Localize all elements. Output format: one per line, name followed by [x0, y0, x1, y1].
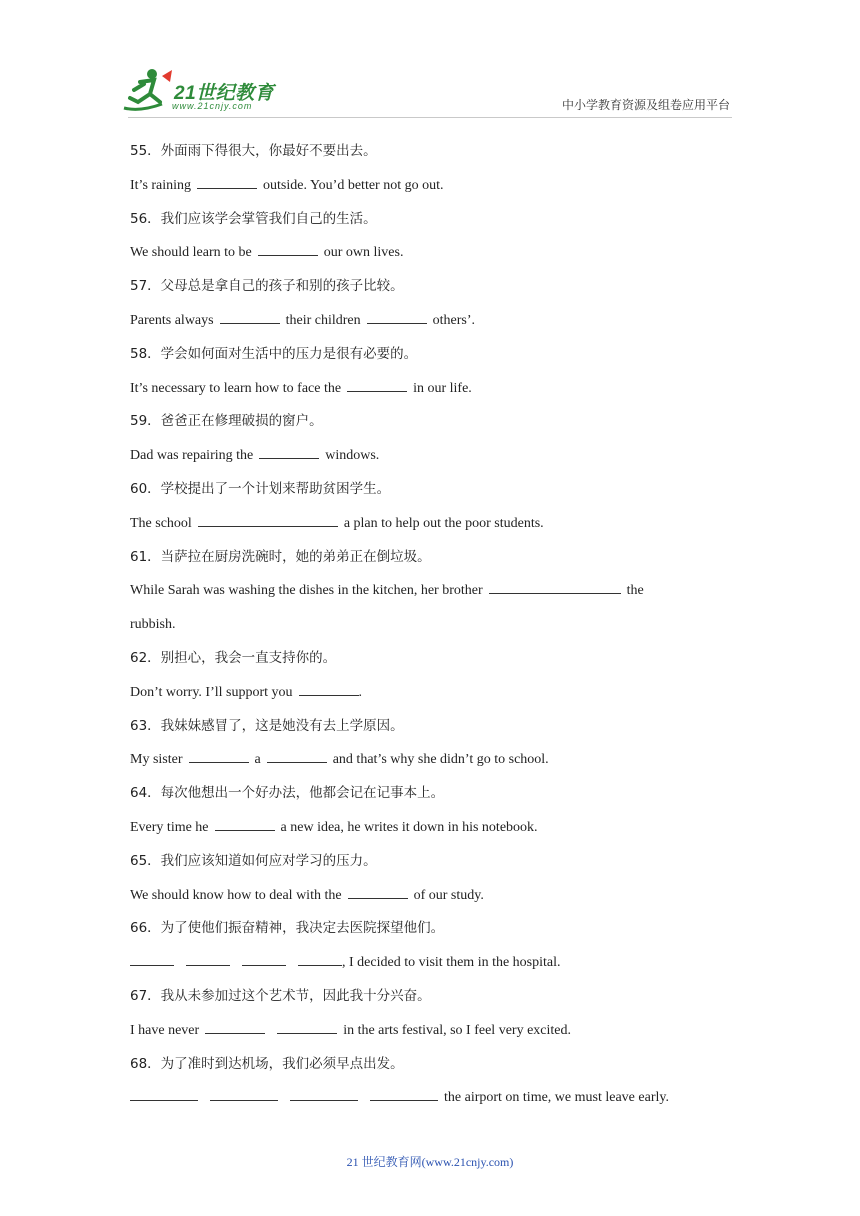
question-57-en: Parents always their children others’.	[130, 304, 730, 338]
answer-blank[interactable]	[370, 1086, 438, 1101]
logo-text: 21世纪教育	[174, 83, 275, 104]
answer-blank[interactable]	[258, 241, 318, 256]
answer-blank[interactable]	[347, 377, 407, 392]
question-62-cn: 62．别担心，我会一直支持你的。	[130, 649, 337, 666]
question-62-en: Don’t worry. I’ll support you .	[130, 676, 730, 710]
question-56-en: We should learn to be our own lives.	[130, 236, 730, 270]
question-65-en: We should know how to deal with the of our study.	[130, 879, 730, 913]
question-67-en: I have never in the arts festival, so I feel very excited.	[130, 1014, 730, 1048]
page-header	[0, 0, 860, 130]
answer-blank[interactable]	[348, 884, 408, 899]
question-59-cn: 59．爸爸正在修理破损的窗户。	[130, 413, 323, 430]
answer-blank[interactable]	[299, 681, 359, 696]
question-67-cn: 67．我从未参加过这个艺术节，因此我十分兴奋。	[130, 987, 431, 1004]
question-61-cn: 61．当萨拉在厨房洗碗时，她的弟弟正在倒垃圾。	[130, 548, 431, 565]
answer-blank[interactable]	[186, 951, 230, 966]
answer-blank[interactable]	[210, 1086, 278, 1101]
question-55-en: It’s raining outside. You’d better not go out.	[130, 169, 730, 203]
logo	[122, 68, 292, 114]
question-60-cn: 60．学校提出了一个计划来帮助贫困学生。	[130, 480, 391, 497]
answer-blank[interactable]	[205, 1019, 265, 1034]
question-61-en: While Sarah was washing the dishes in the kitchen, her brother the	[130, 574, 730, 608]
question-58-en: It’s necessary to learn how to face the in our life.	[130, 372, 730, 406]
answer-blank[interactable]	[489, 579, 621, 594]
question-59-en: Dad was repairing the windows.	[130, 439, 730, 473]
answer-blank[interactable]	[277, 1019, 337, 1034]
answer-blank[interactable]	[189, 748, 249, 763]
platform-title: 中小学教育资源及组卷应用平台	[561, 98, 730, 112]
question-65-cn: 65．我们应该知道如何应对学习的压力。	[130, 852, 377, 869]
question-64-en: Every time he a new idea, he writes it down in his notebook.	[130, 811, 730, 845]
answer-blank[interactable]	[215, 816, 275, 831]
answer-blank[interactable]	[298, 951, 342, 966]
answer-blank[interactable]	[259, 444, 319, 459]
question-58-cn: 58．学会如何面对生活中的压力是很有必要的。	[130, 345, 418, 362]
question-61-en-cont: rubbish.	[130, 617, 176, 633]
answer-blank[interactable]	[367, 309, 427, 324]
page-footer: 21 世纪教育网(www.21cnjy.com)	[346, 1155, 514, 1169]
question-56-cn: 56．我们应该学会掌管我们自己的生活。	[130, 210, 377, 227]
question-64-cn: 64．每次他想出一个好办法，他都会记在记事本上。	[130, 785, 445, 802]
answer-blank[interactable]	[267, 748, 327, 763]
answer-blank[interactable]	[130, 1086, 198, 1101]
answer-blank[interactable]	[220, 309, 280, 324]
runner-logo-icon	[122, 68, 174, 114]
question-66-cn: 66．为了使他们振奋精神，我决定去医院探望他们。	[130, 920, 445, 937]
answer-blank[interactable]	[290, 1086, 358, 1101]
question-68-en: the airport on time, we must leave early.	[130, 1081, 730, 1115]
question-60-en: The school a plan to help out the poor students.	[130, 507, 730, 541]
question-66-en: , I decided to visit them in the hospital.	[130, 946, 730, 980]
answer-blank[interactable]	[197, 174, 257, 189]
answer-blank[interactable]	[198, 512, 338, 527]
logo-url: www.21cnjy.com	[172, 101, 253, 111]
answer-blank[interactable]	[130, 951, 174, 966]
question-57-cn: 57．父母总是拿自己的孩子和别的孩子比较。	[130, 278, 404, 295]
question-68-cn: 68．为了准时到达机场，我们必须早点出发。	[130, 1055, 404, 1072]
question-63-en: My sister a and that’s why she didn’t go to school.	[130, 743, 730, 777]
question-63-cn: 63．我妹妹感冒了，这是她没有去上学原因。	[130, 717, 404, 734]
question-list	[130, 135, 730, 1115]
header-divider	[128, 117, 732, 118]
question-55-cn: 55．外面雨下得很大，你最好不要出去。	[130, 143, 377, 159]
answer-blank[interactable]	[242, 951, 286, 966]
